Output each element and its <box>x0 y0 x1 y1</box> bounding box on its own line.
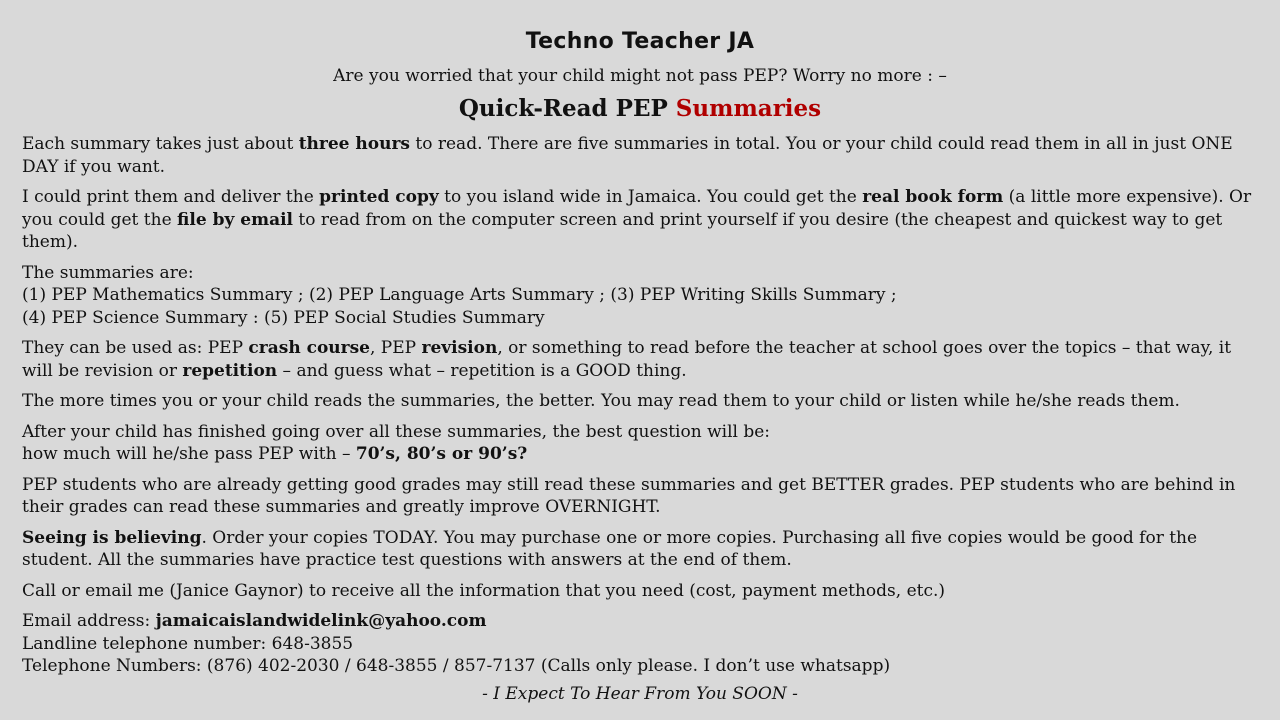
text: Each summary takes just about <box>22 134 299 154</box>
email-address[interactable]: jamaicaislandwidelink@yahoo.com <box>155 611 487 631</box>
text: to you island wide in Jamaica. You could get the <box>438 187 863 207</box>
contact-block <box>22 610 1264 678</box>
page-title: Techno Teacher JA <box>525 29 755 54</box>
telephone-numbers: Telephone Numbers: (876) 402-2030 / 648-3855 / 857-7137 (Calls only please. I don’t use whatsapp) <box>22 656 891 676</box>
bold-text: real book form <box>862 187 1004 207</box>
text: how much will he/she pass PEP with – <box>22 444 356 464</box>
bold-text: file by email <box>177 209 294 230</box>
paragraph-grades: PEP students who are already getting good grades may still read these summaries and get BETTER grades. PEP students who are behind in their grades can read these summaries and greatly improve OVERNIGHT. <box>22 474 1236 517</box>
landline-number: Landline telephone number: 648-3855 <box>22 633 354 654</box>
text: I could print them and deliver the <box>22 187 320 207</box>
paragraph-summary-list <box>22 262 1264 330</box>
bold-text: printed copy <box>319 187 439 207</box>
text: , PEP <box>370 338 422 358</box>
paragraph-call: Call or email me (Janice Gaynor) to receive all the information that you need (cost, payment methods, etc.) <box>22 580 946 601</box>
text: , or something to read before the teacher at school goes over the topics – that way, it will be revision or <box>22 338 1232 381</box>
paragraph-usage <box>22 337 1264 382</box>
body-text <box>22 133 1264 686</box>
closing-line: - I Expect To Hear From You SOON - <box>482 684 798 704</box>
bold-text: repetition <box>182 360 278 381</box>
text: to read from on the computer screen and print yourself if you desire (the cheapest and quickest way to get them). <box>22 209 1223 252</box>
heading-text: Quick-Read PEP <box>458 95 676 122</box>
email-label: Email address: <box>22 611 156 631</box>
summary-list-line: (1) PEP Mathematics Summary ; (2) PEP Language Arts Summary ; (3) PEP Writing Skills Summary ; <box>22 285 897 305</box>
heading-red-text: Summaries <box>675 95 822 122</box>
bold-text: crash course <box>248 338 370 358</box>
summary-list-line: (4) PEP Science Summary : (5) PEP Social Studies Summary <box>22 307 545 328</box>
text: They can be used as: PEP <box>22 338 249 358</box>
text: (a little more expensive). Or you could get the <box>22 187 1252 230</box>
text: to read. There are five summaries in total. You or your child could read them in all in just ONE DAY if you want. <box>22 134 1233 177</box>
bold-text: 70’s, 80’s or 90’s? <box>355 444 528 464</box>
paragraph-delivery <box>22 186 1264 254</box>
product-heading <box>0 95 1280 122</box>
text: After your child has finished going over all these summaries, the best question will be: <box>22 421 771 442</box>
text: – and guess what – repetition is a GOOD thing. <box>277 360 687 381</box>
bold-text: revision <box>421 338 498 358</box>
page-subtitle: Are you worried that your child might not pass PEP? Worry no more : – <box>333 66 947 86</box>
paragraph-order <box>22 527 1264 572</box>
bold-text: Seeing is believing <box>22 527 202 548</box>
bold-text: three hours <box>298 134 410 154</box>
paragraph-more-times: The more times you or your child reads the summaries, the better. You may read them to your child or listen while he/she reads them. <box>22 391 1180 411</box>
paragraph-question <box>22 421 1264 466</box>
text: The summaries are: <box>22 262 194 283</box>
text: . Order your copies TODAY. You may purchase one or more copies. Purchasing all five copies would be good for the student. All the summaries have practice test questions with answers at the end of them. <box>22 527 1198 570</box>
paragraph-reading-time <box>22 133 1264 178</box>
